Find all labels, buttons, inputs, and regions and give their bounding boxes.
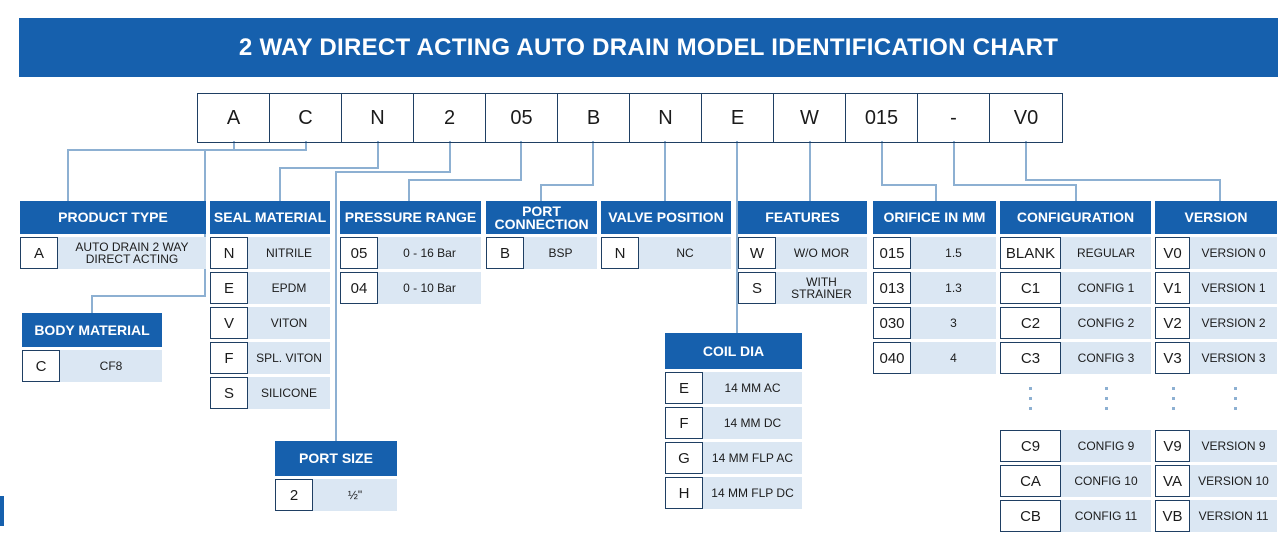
table-row [1155,307,1277,339]
row-key: F [665,407,703,439]
row-key: W [738,237,776,269]
row-value: VITON [248,307,330,339]
pressure-range-header: PRESSURE RANGE [340,201,481,234]
table-row [665,372,802,404]
table-row [340,272,481,304]
row-key: 030 [873,307,911,339]
table-row [1155,500,1277,532]
row-key: H [665,477,703,509]
row-key: 040 [873,342,911,374]
table-row [1000,272,1151,304]
row-value: VERSION 10 [1190,465,1277,497]
row-value: EPDM [248,272,330,304]
table-row [1000,342,1151,374]
code-cell: 015 [846,94,918,142]
table-row [275,479,397,511]
table-row [665,442,802,474]
row-key: C2 [1000,307,1061,339]
row-key: V3 [1155,342,1190,374]
table-row [486,237,597,269]
row-value: NITRILE [248,237,330,269]
row-value: VERSION 1 [1190,272,1277,304]
table-row [738,237,867,269]
body-material-header: BODY MATERIAL [22,313,162,347]
features-table [738,201,867,304]
row-key: S [210,377,248,409]
table-row [340,237,481,269]
table-row [210,377,330,409]
chart-title: 2 WAY DIRECT ACTING AUTO DRAIN MODEL IDENTIFICATION CHART [19,18,1278,77]
table-row [1000,465,1151,497]
table-row [873,307,996,339]
table-row [873,272,996,304]
table-row [210,307,330,339]
ellipsis-dots [1029,387,1032,417]
row-key: G [665,442,703,474]
code-cell: - [918,94,990,142]
row-value: 14 MM AC [703,372,802,404]
row-key: 2 [275,479,313,511]
row-value: 14 MM FLP DC [703,477,802,509]
table-row [738,272,867,304]
table-row [1155,272,1277,304]
orifice-header: ORIFICE IN MM [873,201,996,234]
port-connection-table [486,201,597,269]
table-row [873,342,996,374]
row-key: C9 [1000,430,1061,462]
row-key: CA [1000,465,1061,497]
connector-configuration [954,141,1076,201]
code-cell: 05 [486,94,558,142]
row-key: B [486,237,524,269]
row-value: 4 [911,342,996,374]
code-cell: V0 [1013,106,1039,129]
row-value: CONFIG 11 [1061,500,1151,532]
row-value: 0 - 16 Bar [378,237,481,269]
code-cell: A [198,94,270,142]
table-row [1000,237,1151,269]
row-value: SPL. VITON [248,342,330,374]
table-row [20,237,206,269]
row-key: V [210,307,248,339]
table-row [873,237,996,269]
row-key: E [210,272,248,304]
row-value: WITH STRAINER [776,272,867,304]
port-connection-header: PORT CONNECTION [486,201,597,234]
row-value: SILICONE [248,377,330,409]
row-value: NC [639,237,731,269]
row-key: CB [1000,500,1061,532]
configuration-header: CONFIGURATION [1000,201,1151,234]
table-row [665,477,802,509]
row-value: CONFIG 9 [1061,430,1151,462]
row-key: VB [1155,500,1190,532]
valve-position-header: VALVE POSITION [601,201,731,234]
ellipsis-dots [1172,387,1175,417]
table-row [1000,430,1151,462]
row-key: N [210,237,248,269]
version-table [1155,201,1277,532]
table-row [210,272,330,304]
row-value: VERSION 0 [1190,237,1277,269]
row-key: A [20,237,58,269]
row-value: 14 MM FLP AC [703,442,802,474]
row-value: VERSION 2 [1190,307,1277,339]
row-value: 1.5 [911,237,996,269]
row-key: E [665,372,703,404]
row-key: V2 [1155,307,1190,339]
table-row [601,237,731,269]
code-cell: 2 [414,94,486,142]
row-value: REGULAR [1061,237,1151,269]
version-header: VERSION [1155,201,1277,234]
row-value: W/O MOR [776,237,867,269]
connector-orifice [882,141,936,201]
row-value: AUTO DRAIN 2 WAY DIRECT ACTING [58,237,206,269]
code-cell: N [630,94,702,142]
table-row [210,342,330,374]
table-row [22,350,162,382]
row-key: 05 [340,237,378,269]
row-value: VERSION 9 [1190,430,1277,462]
row-key: V0 [1155,237,1190,269]
code-cell: C [270,94,342,142]
coil-dia-table [665,333,802,509]
row-value: VERSION 11 [1190,500,1277,532]
port-size-header: PORT SIZE [275,441,397,476]
row-value: 1.3 [911,272,996,304]
ellipsis-dots [1234,387,1237,417]
features-header: FEATURES [738,201,867,234]
orifice-table [873,201,996,374]
row-value: CONFIG 10 [1061,465,1151,497]
model-code [197,93,1063,143]
row-key: C1 [1000,272,1061,304]
code-cell: B [558,94,630,142]
row-key: BLANK [1000,237,1061,269]
row-key: N [601,237,639,269]
valve-position-table [601,201,731,269]
code-cell: N [342,94,414,142]
row-value: CONFIG 3 [1061,342,1151,374]
configuration-table [1000,201,1151,532]
row-value: ½" [313,479,397,511]
row-key: 04 [340,272,378,304]
code-cell: W [774,94,846,142]
table-row [1155,465,1277,497]
row-value: VERSION 3 [1190,342,1277,374]
connector-port-connection [541,141,593,201]
table-row [1000,500,1151,532]
row-key: 013 [873,272,911,304]
row-value: CF8 [60,350,162,382]
row-key: C3 [1000,342,1061,374]
row-value: 3 [911,307,996,339]
row-value: BSP [524,237,597,269]
product-type-table [20,201,206,269]
row-value: 0 - 10 Bar [378,272,481,304]
row-value: CONFIG 2 [1061,307,1151,339]
table-row [210,237,330,269]
row-key: V1 [1155,272,1190,304]
table-row [1155,237,1277,269]
seal-material-header: SEAL MATERIAL [210,201,330,234]
port-size-table [275,441,397,511]
row-key: F [210,342,248,374]
row-key: V9 [1155,430,1190,462]
product-type-header: PRODUCT TYPE [20,201,206,234]
row-key: VA [1155,465,1190,497]
row-value: 14 MM DC [703,407,802,439]
body-material-table [22,313,162,382]
seal-material-table [210,201,330,409]
table-row [665,407,802,439]
ellipsis-dots [1105,387,1108,417]
pressure-range-table [340,201,481,304]
table-row [1000,307,1151,339]
code-cell: E [702,94,774,142]
row-key: S [738,272,776,304]
table-row [1155,430,1277,462]
table-row [1155,342,1277,374]
row-key: C [22,350,60,382]
row-value: CONFIG 1 [1061,272,1151,304]
coil-dia-header: COIL DIA [665,333,802,369]
row-key: 015 [873,237,911,269]
connector-version [1026,141,1220,201]
